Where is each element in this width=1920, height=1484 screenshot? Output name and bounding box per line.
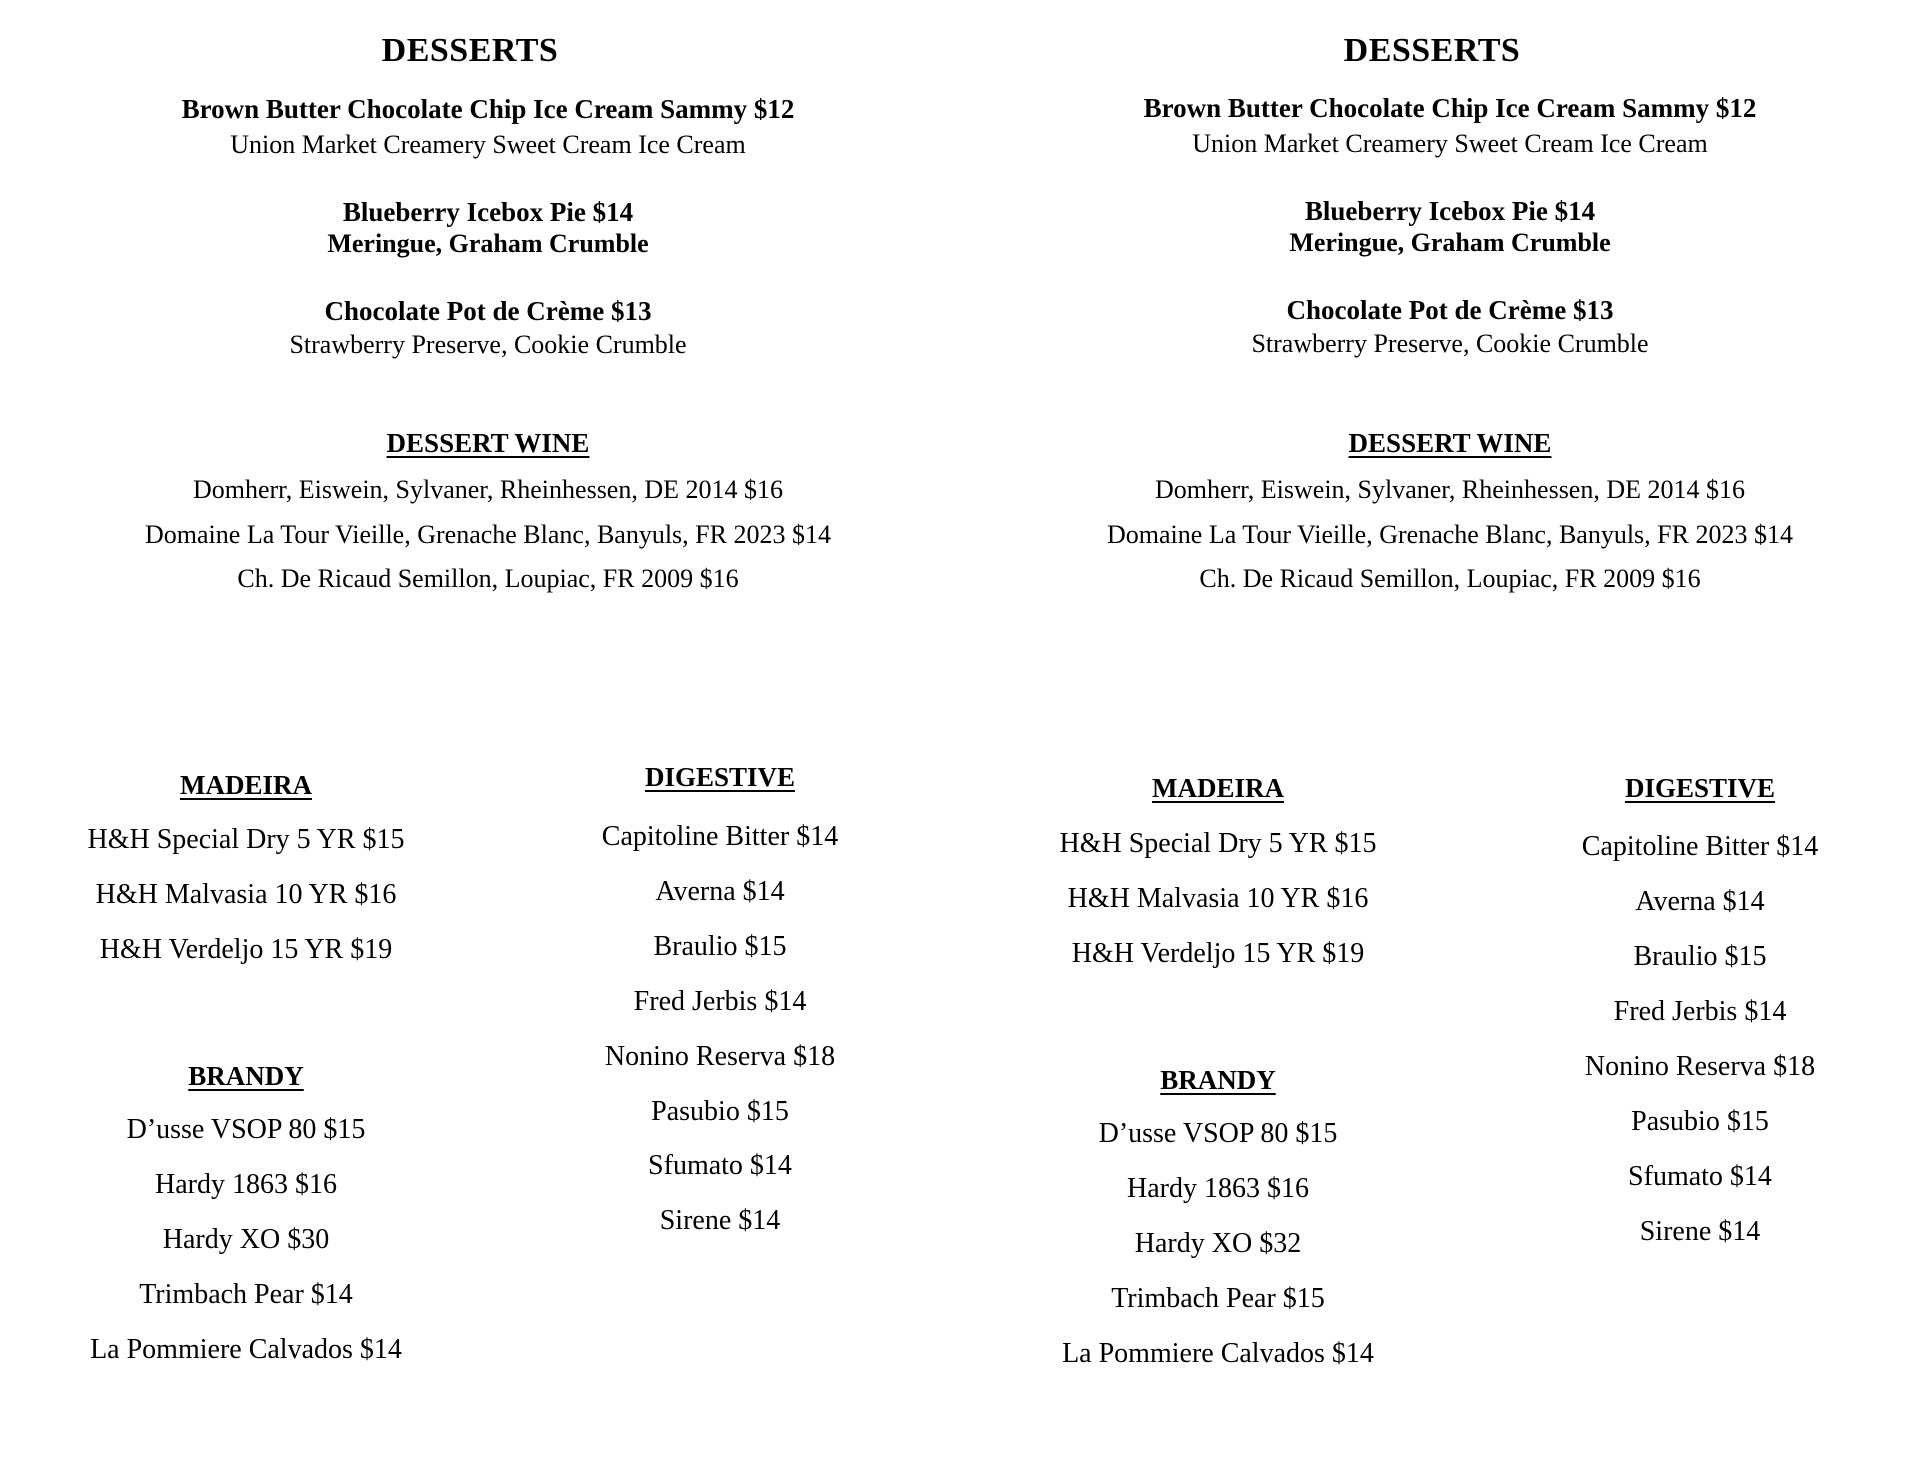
digestive-item: Capitoline Bitter $14 — [1581, 831, 1819, 862]
brandy-item: Hardy XO $32 — [1134, 1228, 1302, 1259]
madeira-item: H&H Special Dry 5 YR $15 — [1059, 828, 1377, 859]
madeira-item: H&H Special Dry 5 YR $15 — [87, 824, 405, 855]
dessert-item-desc: Union Market Creamery Sweet Cream Ice Cream — [230, 130, 746, 159]
digestive-item: Pasubio $15 — [651, 1096, 789, 1127]
digestive-item: Braulio $15 — [1633, 941, 1767, 972]
madeira-item: H&H Malvasia 10 YR $16 — [95, 879, 397, 910]
digestive-item: Capitoline Bitter $14 — [601, 821, 839, 852]
madeira-item: H&H Verdeljo 15 YR $19 — [99, 934, 393, 965]
digestive-item: Sfumato $14 — [1628, 1161, 1772, 1192]
madeira-brandy-column — [1018, 0, 1418, 1484]
digestive-column — [520, 0, 920, 1484]
digestive-column — [1490, 0, 1910, 1484]
brandy-item: Hardy XO $30 — [162, 1224, 330, 1255]
madeira-item: H&H Verdeljo 15 YR $19 — [1071, 938, 1365, 969]
digestive-item: Pasubio $15 — [1631, 1106, 1769, 1137]
dessert-item-desc: Meringue, Graham Crumble — [1289, 228, 1611, 257]
digestive-item: Averna $14 — [1635, 886, 1765, 917]
madeira-title: MADEIRA — [180, 770, 312, 800]
digestive-item: Sfumato $14 — [648, 1150, 792, 1181]
dessert-wine-item: Ch. De Ricaud Semillon, Loupiac, FR 2009 $16 — [1199, 564, 1701, 593]
desserts-title: DESSERTS — [1343, 32, 1521, 69]
dessert-wine-title: DESSERT WINE — [1348, 428, 1552, 458]
brandy-title: BRANDY — [188, 1061, 304, 1091]
brandy-item: D’usse VSOP 80 $15 — [1098, 1118, 1338, 1149]
dessert-item-desc: Strawberry Preserve, Cookie Crumble — [1251, 329, 1649, 358]
dessert-wine-item: Domaine La Tour Vieille, Grenache Blanc, Banyuls, FR 2023 $14 — [1107, 520, 1793, 549]
menu-panel-right — [960, 0, 1920, 1484]
dessert-item-name: Brown Butter Chocolate Chip Ice Cream Sammy $12 — [1143, 93, 1757, 123]
digestive-item: Nonino Reserva $18 — [1584, 1051, 1816, 1082]
dessert-wine-title: DESSERT WINE — [386, 428, 590, 458]
dessert-item-desc: Strawberry Preserve, Cookie Crumble — [289, 330, 687, 359]
dessert-item-desc: Union Market Creamery Sweet Cream Ice Cream — [1192, 129, 1708, 158]
dessert-wine-item: Ch. De Ricaud Semillon, Loupiac, FR 2009 $16 — [237, 564, 739, 593]
brandy-title: BRANDY — [1160, 1065, 1276, 1095]
digestive-title: DIGESTIVE — [1624, 773, 1776, 803]
digestive-item: Sirene $14 — [659, 1205, 781, 1236]
desserts-title: DESSERTS — [381, 32, 559, 69]
dessert-wine-item: Domherr, Eiswein, Sylvaner, Rheinhessen, DE 2014 $16 — [1154, 475, 1746, 504]
dessert-wine-item: Domaine La Tour Vieille, Grenache Blanc, Banyuls, FR 2023 $14 — [145, 520, 831, 549]
brandy-item: D’usse VSOP 80 $15 — [126, 1114, 366, 1145]
dessert-item-name: Brown Butter Chocolate Chip Ice Cream Sammy $12 — [181, 94, 795, 124]
dessert-wine-item: Domherr, Eiswein, Sylvaner, Rheinhessen, DE 2014 $16 — [192, 475, 784, 504]
digestive-item: Fred Jerbis $14 — [633, 986, 807, 1017]
brandy-item: Trimbach Pear $15 — [1111, 1283, 1325, 1314]
madeira-brandy-column — [46, 0, 446, 1484]
digestive-title: DIGESTIVE — [644, 762, 796, 792]
digestive-item: Braulio $15 — [653, 931, 787, 962]
madeira-item: H&H Malvasia 10 YR $16 — [1067, 883, 1369, 914]
brandy-item: La Pommiere Calvados $14 — [1062, 1338, 1374, 1369]
digestive-item: Nonino Reserva $18 — [604, 1041, 836, 1072]
dessert-item-name: Blueberry Icebox Pie $14 — [1304, 196, 1596, 226]
dessert-item-desc: Meringue, Graham Crumble — [327, 229, 649, 258]
brandy-item: Hardy 1863 $16 — [1127, 1173, 1309, 1204]
brandy-item: Hardy 1863 $16 — [155, 1169, 337, 1200]
dessert-item-name: Chocolate Pot de Crème $13 — [324, 296, 652, 326]
brandy-item: La Pommiere Calvados $14 — [90, 1334, 402, 1365]
brandy-item: Trimbach Pear $14 — [139, 1279, 353, 1310]
digestive-item: Sirene $14 — [1639, 1216, 1761, 1247]
digestive-item: Averna $14 — [655, 876, 785, 907]
digestive-item: Fred Jerbis $14 — [1613, 996, 1787, 1027]
madeira-title: MADEIRA — [1152, 773, 1284, 803]
dessert-item-name: Blueberry Icebox Pie $14 — [342, 197, 634, 227]
dessert-item-name: Chocolate Pot de Crème $13 — [1286, 295, 1614, 325]
